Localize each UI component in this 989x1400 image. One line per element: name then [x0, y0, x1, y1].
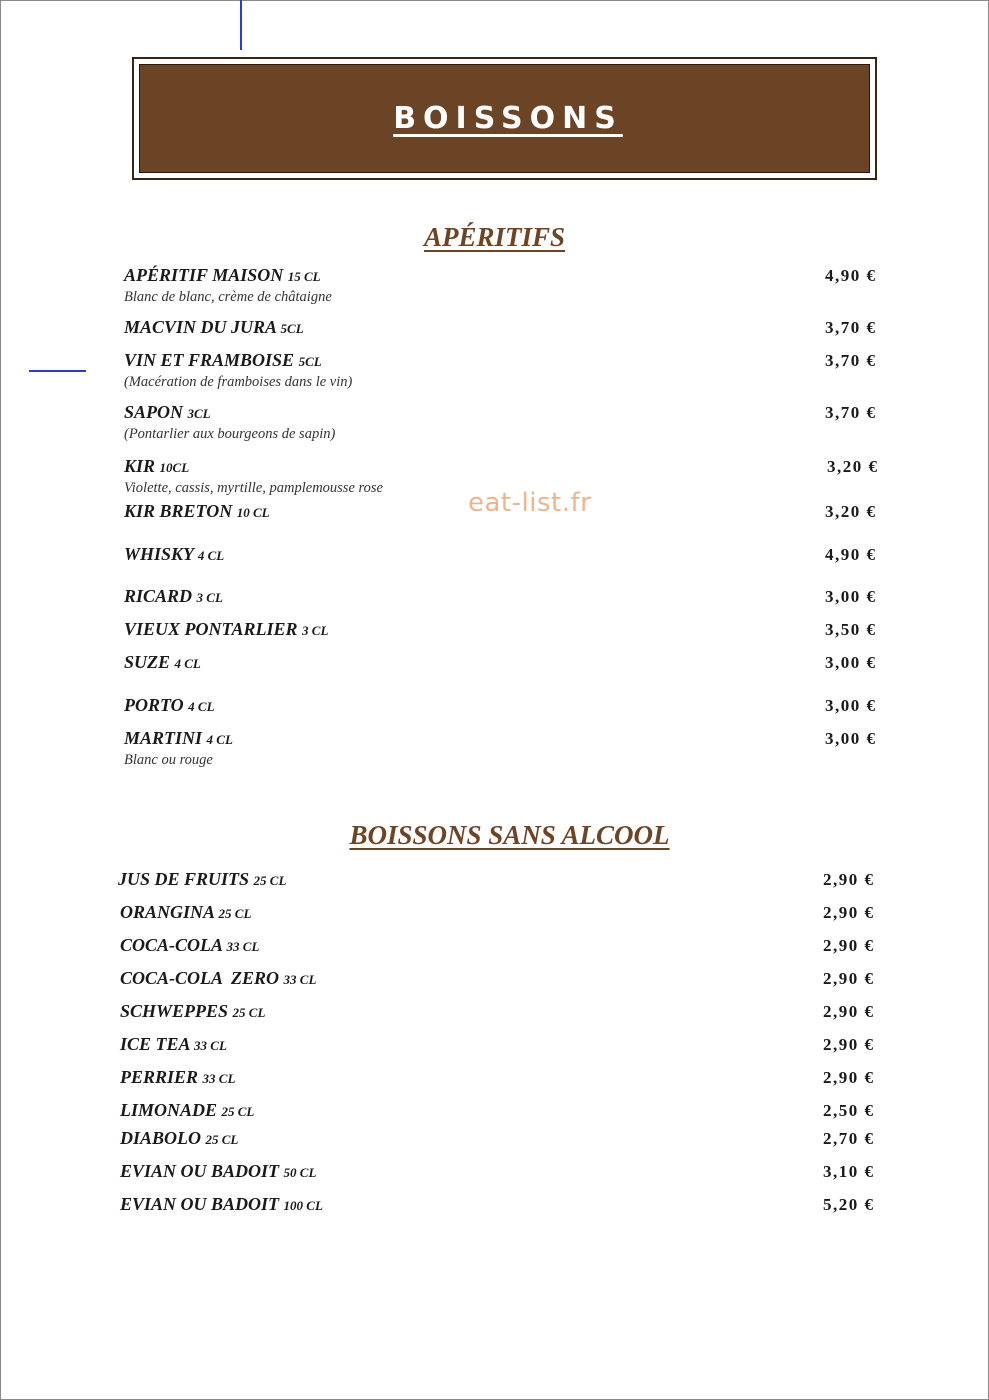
- item-price: 4,90 €: [825, 266, 877, 285]
- section-title-sans-alcool: BOISSONS SANS ALCOOL: [349, 820, 670, 850]
- item-price: 2,90 €: [823, 969, 875, 988]
- item-price: 3,20 €: [827, 457, 879, 476]
- item-volume: 100 CL: [283, 1198, 323, 1213]
- item-price: 2,90 €: [823, 903, 875, 922]
- menu-item-porto: [124, 695, 215, 716]
- item-price: 3,70 €: [825, 351, 877, 370]
- item-volume: 4 CL: [206, 732, 233, 747]
- item-volume: 25 CL: [253, 873, 287, 888]
- item-name: MACVIN DU JURA 5CL: [124, 317, 304, 337]
- item-volume: 33 CL: [202, 1071, 236, 1086]
- item-description: Violette, cassis, myrtille, pamplemousse rose: [124, 480, 383, 496]
- menu-item-whisky: [124, 544, 224, 565]
- item-description: Blanc de blanc, crème de châtaigne: [124, 289, 332, 305]
- item-volume: 25 CL: [232, 1005, 266, 1020]
- item-name: PERRIER 33 CL: [120, 1067, 236, 1087]
- item-name: ORANGINA 25 CL: [120, 902, 252, 922]
- menu-item-suze: [124, 652, 201, 673]
- item-name: EVIAN OU BADOIT 100 CL: [120, 1194, 323, 1214]
- item-price: 2,90 €: [823, 1002, 875, 1021]
- item-price: 3,50 €: [825, 620, 877, 639]
- item-price: 3,00 €: [825, 729, 877, 748]
- menu-item-vin-framboise: [124, 350, 352, 391]
- item-name: MARTINI 4 CL: [124, 728, 233, 748]
- item-volume: 33 CL: [194, 1038, 227, 1053]
- menu-item-sapon: [124, 402, 335, 443]
- item-name: SUZE 4 CL: [124, 652, 201, 672]
- item-name: KIR BRETON 10 CL: [124, 501, 270, 521]
- item-name: SAPON 3CL: [124, 402, 211, 422]
- watermark: eat-list.fr: [468, 488, 592, 518]
- item-volume: 3 CL: [302, 623, 329, 638]
- menu-item-orangina: [120, 902, 251, 923]
- menu-item-ice-tea: [120, 1034, 227, 1055]
- item-name: SCHWEPPES 25 CL: [120, 1001, 266, 1021]
- item-volume: 33 CL: [226, 939, 260, 954]
- menu-item-kir: [124, 456, 383, 497]
- item-volume: 4 CL: [197, 548, 225, 563]
- menu-item-vieux-pontarlier: [124, 619, 328, 640]
- menu-item-macvin: [124, 317, 304, 338]
- item-volume: 4 CL: [174, 656, 201, 671]
- item-name: VIN ET FRAMBOISE 5CL: [124, 350, 322, 370]
- item-volume: 5CL: [280, 321, 304, 336]
- item-volume: 25 CL: [221, 1104, 255, 1119]
- item-price: 2,90 €: [823, 870, 875, 889]
- item-price: 3,70 €: [825, 403, 877, 422]
- item-price: 2,50 €: [823, 1101, 875, 1120]
- menu-item-coca-cola: [120, 935, 259, 956]
- item-price: 2,70 €: [823, 1129, 875, 1148]
- item-name: RICARD 3 CL: [124, 586, 223, 606]
- item-price: 2,90 €: [823, 936, 875, 955]
- item-price: 3,20 €: [825, 502, 877, 521]
- menu-item-perrier: [120, 1067, 235, 1088]
- menu-item-evian-badoit-50: [120, 1161, 316, 1182]
- item-volume: 5CL: [298, 354, 322, 369]
- item-price: 3,00 €: [825, 696, 877, 715]
- section-title-aperitifs: APÉRITIFS: [423, 222, 566, 252]
- item-name: COCA-COLA ZERO 33 CL: [120, 968, 317, 988]
- item-description: (Macération de framboises dans le vin): [124, 374, 353, 390]
- item-volume: 10CL: [159, 460, 190, 475]
- item-name: LIMONADE 25 CL: [120, 1100, 255, 1120]
- item-name: PORTO 4 CL: [124, 695, 215, 715]
- item-price: 5,20 €: [823, 1195, 875, 1214]
- item-price: 3,70 €: [825, 318, 877, 337]
- item-price: 3,00 €: [825, 653, 877, 672]
- header-banner-inner: [139, 64, 870, 173]
- item-price: 3,00 €: [825, 587, 877, 606]
- menu-item-limonade: [120, 1100, 254, 1121]
- item-volume: 15 CL: [287, 269, 321, 284]
- item-description: (Pontarlier aux bourgeons de sapin): [124, 426, 336, 442]
- menu-item-ricard: [124, 586, 223, 607]
- blue-marker-vertical: [240, 0, 242, 50]
- item-name: APÉRITIF MAISON 15 CL: [124, 265, 321, 285]
- menu-item-schweppes: [120, 1001, 265, 1022]
- item-name: COCA-COLA 33 CL: [120, 935, 260, 955]
- item-volume: 50 CL: [283, 1165, 317, 1180]
- menu-item-aperitif-maison: [124, 265, 332, 306]
- item-price: 2,90 €: [823, 1035, 875, 1054]
- item-name: KIR 10CL: [124, 456, 190, 476]
- item-volume: 10 CL: [236, 505, 270, 520]
- item-name: EVIAN OU BADOIT 50 CL: [120, 1161, 317, 1181]
- header-banner: [132, 57, 877, 180]
- item-name: DIABOLO 25 CL: [120, 1128, 239, 1148]
- item-name: ICE TEA 33 CL: [120, 1034, 227, 1054]
- item-volume: 25 CL: [218, 906, 252, 921]
- menu-item-evian-badoit-100: [120, 1194, 323, 1215]
- blue-marker-horizontal: [29, 370, 86, 372]
- item-price: 3,10 €: [823, 1162, 875, 1181]
- menu-item-jus-de-fruits: [118, 869, 286, 890]
- menu-item-martini: [124, 728, 233, 769]
- item-volume: 33 CL: [283, 972, 317, 987]
- item-volume: 4 CL: [188, 699, 215, 714]
- item-volume: 3CL: [187, 406, 211, 421]
- item-name: JUS DE FRUITS 25 CL: [118, 869, 287, 889]
- item-name: WHISKY 4 CL: [124, 544, 225, 564]
- item-volume: 25 CL: [205, 1132, 239, 1147]
- item-name: VIEUX PONTARLIER 3 CL: [124, 619, 329, 639]
- menu-item-diabolo: [120, 1128, 238, 1149]
- item-price: 2,90 €: [823, 1068, 875, 1087]
- item-price: 4,90 €: [825, 545, 877, 564]
- page-title: BOISSONS: [393, 101, 623, 136]
- item-description: Blanc ou rouge: [124, 752, 213, 768]
- item-volume: 3 CL: [196, 590, 223, 605]
- menu-item-coca-cola-zero: [120, 968, 316, 989]
- menu-item-kir-breton: [124, 501, 270, 522]
